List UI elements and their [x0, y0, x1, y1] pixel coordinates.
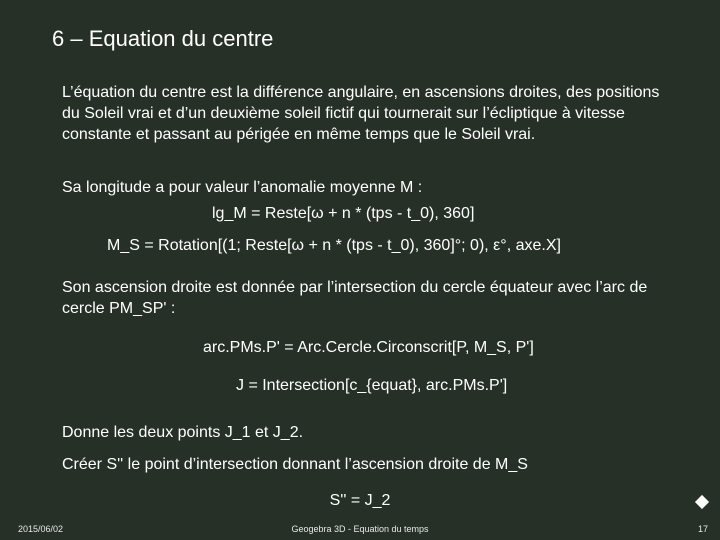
paragraph-longitude: Sa longitude a pour valeur l’anomalie moyenne M :	[62, 179, 423, 196]
footer-date: 2015/06/02	[18, 524, 64, 534]
slide-title: 6 – Equation du centre	[52, 26, 274, 51]
formula-result: S'' = J_2	[329, 492, 391, 509]
formula-intersection: J = Intersection[c_{equat}, arc.PMs.P']	[236, 377, 508, 394]
line-create-point: Créer S'' le point d’intersection donnant l’ascension droite de M_S	[62, 456, 528, 473]
formula-longitude: lg_M = Reste[ω + n * (tps - t_0), 360]	[212, 205, 475, 222]
footer-title: Geogebra 3D - Equation du temps	[291, 524, 429, 534]
paragraph-definition: L’équation du centre est la différence angulaire, en ascensions droites, des positions du Soleil vrai et d’un deuxième soleil fictif qui tournerait sur l’écliptique à vitesse constante et passant au périgée en même temps que le Soleil vrai.	[62, 84, 660, 143]
formula-rotation: M_S = Rotation[(1; Reste[ω + n * (tps - t_0), 360]°; 0), ε°, axe.X]	[107, 237, 561, 254]
line-points: Donne les deux points J_1 et J_2.	[62, 424, 304, 441]
paragraph-ascension: Son ascension droite est donnée par l’intersection du cercle équateur avec l’arc de cercle PM_SP' :	[62, 279, 648, 317]
formula-arc: arc.PMs.P' = Arc.Cercle.Circonscrit[P, M_S, P']	[203, 339, 534, 356]
page-number: 17	[697, 524, 708, 534]
